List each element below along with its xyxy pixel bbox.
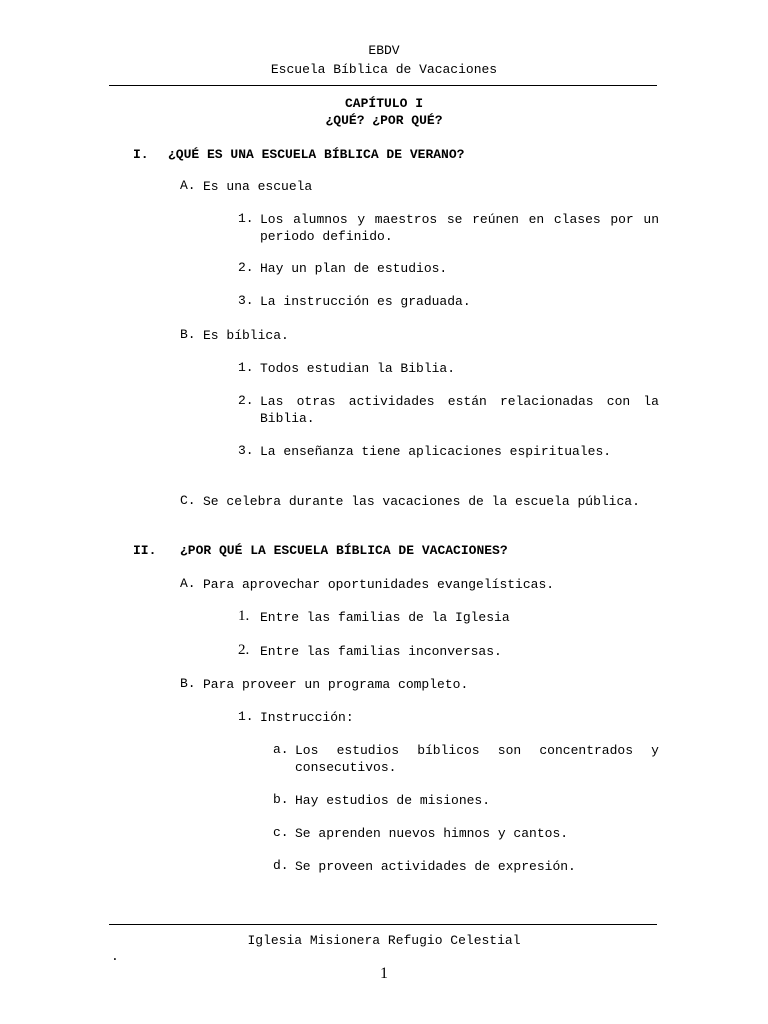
item-text: Es bíblica. — [203, 328, 289, 343]
subsubitem-text: Los estudios bíblicos son concentrados y consecutivos. — [295, 743, 659, 775]
subitem-label: 2. — [238, 393, 254, 408]
subitem-label: 3. — [238, 443, 254, 458]
chapter-label: CAPÍTULO I — [344, 96, 423, 111]
document-title: EBDV — [368, 43, 400, 58]
page-number: 1 — [380, 965, 388, 982]
subitem-text: La enseñanza tiene aplicaciones espirituales. — [260, 444, 612, 459]
subitem-text: Instrucción: — [260, 710, 354, 725]
outline-subitem — [238, 360, 659, 377]
outline-subsubitem — [273, 792, 660, 809]
item-text: Es una escuela — [203, 179, 313, 194]
subsubitem-label: c. — [273, 825, 289, 840]
item-label: A. — [180, 576, 196, 591]
section-numeral: II. — [133, 543, 157, 558]
outline-item — [180, 178, 660, 195]
outline-item — [180, 327, 660, 344]
subitem-text: Entre las familias de la Iglesia — [260, 610, 510, 625]
document-subtitle: Escuela Bíblica de Vacaciones — [270, 62, 498, 77]
subsubitem-text: Hay estudios de misiones. — [295, 793, 491, 808]
item-label: A. — [180, 178, 196, 193]
outline-item — [180, 676, 660, 693]
outline-subsubitem — [273, 858, 660, 875]
outline-item — [180, 576, 660, 593]
subitem-text: Los alumnos y maestros se reúnen en clases por un periodo definido. — [260, 212, 659, 244]
footer-divider — [109, 924, 657, 925]
subsubitem-label: a. — [273, 742, 289, 757]
subsubitem-text: Se aprenden nuevos himnos y cantos. — [295, 826, 569, 841]
outline-subitem — [238, 211, 659, 245]
outline-subsubitem — [273, 825, 660, 842]
item-text: Se celebra durante las vacaciones de la escuela pública. — [203, 494, 640, 509]
subitem-text: Hay un plan de estudios. — [260, 261, 448, 276]
subitem-text: Todos estudian la Biblia. — [260, 361, 456, 376]
subitem-text: La instrucción es graduada. — [260, 294, 471, 309]
outline-subitem — [238, 609, 659, 626]
item-text: Para proveer un programa completo. — [203, 677, 469, 692]
subitem-label: 1. — [238, 211, 254, 226]
footer-text: Iglesia Misionera Refugio Celestial — [247, 933, 521, 948]
footer-dot: . — [111, 949, 119, 964]
outline-subitem — [238, 643, 659, 660]
section-title: ¿POR QUÉ LA ESCUELA BÍBLICA DE VACACIONES? — [180, 543, 508, 558]
outline-subitem — [238, 393, 659, 427]
header-divider — [109, 85, 657, 86]
subitem-label: 1. — [238, 608, 250, 624]
chapter-heading: ¿QUÉ? ¿POR QUÉ? — [325, 113, 443, 128]
subitem-text: Las otras actividades están relacionadas con la Biblia. — [260, 394, 659, 426]
subsubitem-label: b. — [273, 792, 289, 807]
subsubitem-text: Se proveen actividades de expresión. — [295, 859, 576, 874]
subsubitem-label: d. — [273, 858, 289, 873]
subitem-text: Entre las familias inconversas. — [260, 644, 502, 659]
subitem-label: 3. — [238, 293, 254, 308]
outline-subitem — [238, 443, 659, 477]
subitem-label: 2. — [238, 260, 254, 275]
outline-subitem — [238, 293, 659, 310]
subitem-label: 2. — [238, 642, 250, 658]
item-label: B. — [180, 676, 196, 691]
section-numeral: I. — [133, 147, 149, 162]
item-label: C. — [180, 493, 196, 508]
outline-subsubitem — [273, 742, 660, 776]
subitem-label: 1. — [238, 709, 254, 724]
outline-subitem — [238, 260, 659, 277]
section-title: ¿QUÉ ES UNA ESCUELA BÍBLICA DE VERANO? — [168, 147, 465, 162]
subitem-label: 1. — [238, 360, 254, 375]
outline-item — [180, 493, 660, 527]
item-text: Para aprovechar oportunidades evangelísticas. — [203, 577, 555, 592]
outline-subitem — [238, 709, 659, 726]
item-label: B. — [180, 327, 196, 342]
